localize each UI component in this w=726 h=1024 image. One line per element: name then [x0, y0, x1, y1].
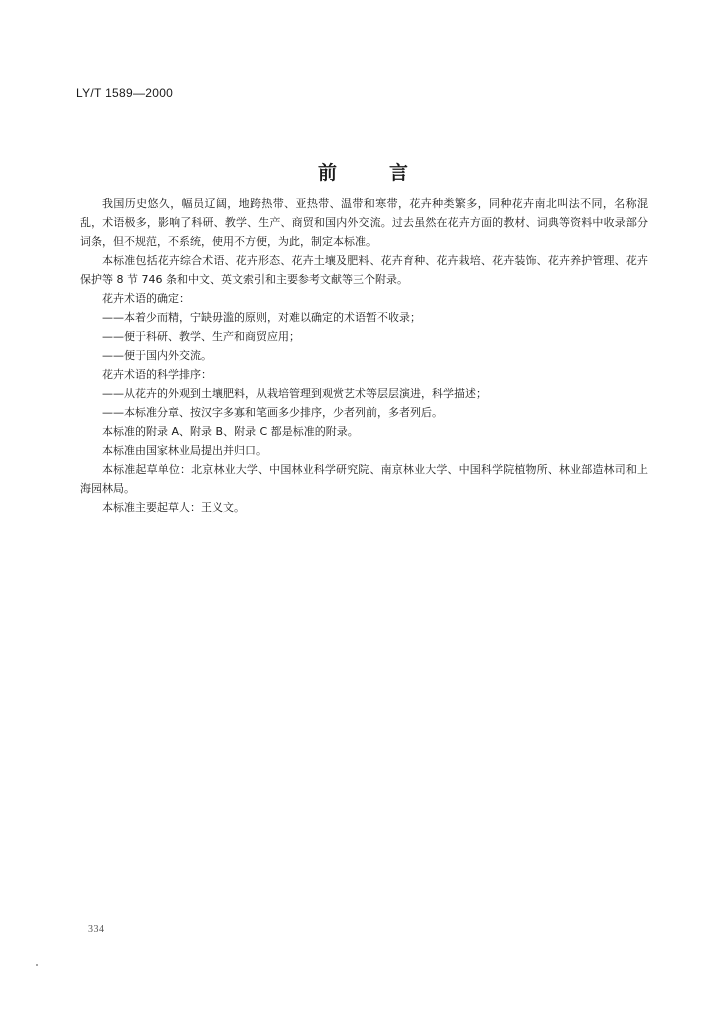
page-title: 前言	[317, 162, 460, 184]
determination-item: ——便于国内外交流。	[102, 349, 212, 362]
scope-paragraph: 本标准包括花卉综合术语、花卉形态、花卉土壤及肥料、花卉育种、花卉栽培、花卉装饰、花卉养护管理、花卉保护等 8 节 746 条和中文、英文索引和主要参考文献等三个附录。	[80, 254, 648, 286]
drafters-note: 本标准主要起草人：王义文。	[102, 501, 245, 514]
document-body	[80, 194, 648, 517]
ordering-item: ——本标准分章、按汉字多寡和笔画多少排序，少者列前，多者列后。	[102, 406, 443, 419]
appendix-note: 本标准的附录 A、附录 B、附录 C 都是标准的附录。	[102, 425, 359, 438]
intro-paragraph: 我国历史悠久，幅员辽阔，地跨热带、亚热带、温带和寒带，花卉种类繁多，同种花卉南北叫法不同，名称混乱，术语极多，影响了科研、教学、生产、商贸和国内外交流。过去虽然在花卉方面的教材、词典等资料中收录部分词条，但不规范，不系统，使用不方便，为此，制定本标准。	[80, 197, 648, 248]
determination-item: ——本着少而精，宁缺毋滥的原则，对难以确定的术语暂不收录；	[102, 311, 421, 324]
ordering-item: ——从花卉的外观到土壤肥料，从栽培管理到观赏艺术等层层演进，科学描述；	[102, 387, 487, 400]
ordering-heading: 花卉术语的科学排序：	[102, 368, 212, 381]
determination-item: ——便于科研、教学、生产和商贸应用；	[102, 330, 300, 343]
standard-code: LY/T 1589—2000	[76, 86, 174, 100]
determination-heading: 花卉术语的确定：	[102, 292, 190, 305]
proposer-note: 本标准由国家林业局提出并归口。	[102, 444, 267, 457]
drafting-units: 本标准起草单位：北京林业大学、中国林业科学研究院、南京林业大学、中国科学院植物所、林业部造林司和上海园林局。	[80, 463, 648, 495]
scan-speck	[36, 964, 38, 966]
page-number: 334	[88, 924, 105, 935]
